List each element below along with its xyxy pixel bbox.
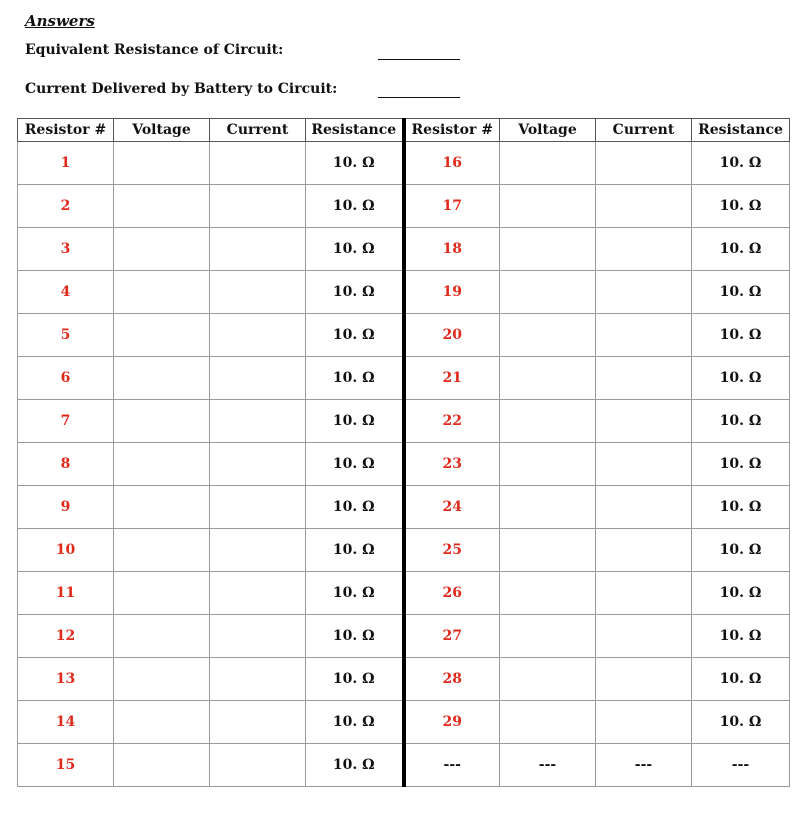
voltage-cell-left[interactable] (114, 185, 210, 228)
resistor-number-right: 19 (404, 271, 500, 314)
voltage-cell-right[interactable] (500, 615, 596, 658)
battery-current-blank[interactable] (378, 97, 460, 98)
resistance-cell-right: --- (692, 744, 790, 787)
resistor-number-left: 7 (18, 400, 114, 443)
column-header-current-left: Current (210, 119, 306, 142)
voltage-cell-left[interactable] (114, 357, 210, 400)
current-cell-right[interactable] (596, 142, 692, 185)
voltage-cell-left[interactable] (114, 228, 210, 271)
current-cell-right[interactable] (596, 228, 692, 271)
column-header-resistor-right: Resistor # (404, 119, 500, 142)
voltage-cell-right[interactable] (500, 443, 596, 486)
resistor-number-right: 29 (404, 701, 500, 744)
table-row (18, 744, 790, 787)
resistor-number-right: 17 (404, 185, 500, 228)
current-cell-left[interactable] (210, 658, 306, 701)
answers-heading: Answers (25, 12, 95, 30)
voltage-cell-left[interactable] (114, 701, 210, 744)
current-cell-left[interactable] (210, 529, 306, 572)
current-cell-right[interactable] (596, 486, 692, 529)
resistor-number-right: 25 (404, 529, 500, 572)
voltage-cell-right[interactable] (500, 400, 596, 443)
current-cell-right[interactable] (596, 701, 692, 744)
table-row (18, 142, 790, 185)
voltage-cell-left[interactable] (114, 572, 210, 615)
battery-current-label: Current Delivered by Battery to Circuit: (25, 81, 338, 97)
current-cell-left[interactable] (210, 185, 306, 228)
current-cell-right[interactable] (596, 529, 692, 572)
table-row (18, 572, 790, 615)
column-header-current-right: Current (596, 119, 692, 142)
resistor-number-left: 4 (18, 271, 114, 314)
equivalent-resistance-blank[interactable] (378, 59, 460, 60)
current-cell-left[interactable] (210, 744, 306, 787)
resistor-number-left: 11 (18, 572, 114, 615)
table-row (18, 271, 790, 314)
resistor-number-left: 8 (18, 443, 114, 486)
resistance-cell-left: 10. Ω (306, 443, 404, 486)
column-header-resistance-left: Resistance (306, 119, 404, 142)
resistor-number-left: 2 (18, 185, 114, 228)
resistance-cell-right: 10. Ω (692, 357, 790, 400)
table-header-row (18, 119, 790, 142)
table-row (18, 228, 790, 271)
table-row (18, 529, 790, 572)
resistance-cell-left: 10. Ω (306, 615, 404, 658)
table-row (18, 185, 790, 228)
voltage-cell-left[interactable] (114, 271, 210, 314)
resistor-number-right: 22 (404, 400, 500, 443)
resistance-cell-left: 10. Ω (306, 185, 404, 228)
current-cell-left[interactable] (210, 228, 306, 271)
current-cell-right[interactable] (596, 271, 692, 314)
table-row (18, 701, 790, 744)
resistor-number-left: 14 (18, 701, 114, 744)
column-header-resistance-right: Resistance (692, 119, 790, 142)
resistor-number-right: 18 (404, 228, 500, 271)
current-cell-left[interactable] (210, 443, 306, 486)
table-row (18, 400, 790, 443)
table-row (18, 357, 790, 400)
voltage-cell-left[interactable] (114, 486, 210, 529)
voltage-cell-right[interactable] (500, 271, 596, 314)
table-row (18, 486, 790, 529)
current-cell-left[interactable] (210, 615, 306, 658)
current-cell-left[interactable] (210, 486, 306, 529)
voltage-cell-left[interactable] (114, 658, 210, 701)
column-header-resistor-left: Resistor # (18, 119, 114, 142)
current-cell-left[interactable] (210, 314, 306, 357)
resistor-number-left: 3 (18, 228, 114, 271)
resistor-table (17, 118, 790, 787)
current-cell-right[interactable] (596, 658, 692, 701)
current-cell-right[interactable]: --- (596, 744, 692, 787)
resistor-number-left: 12 (18, 615, 114, 658)
resistance-cell-right: 10. Ω (692, 572, 790, 615)
current-cell-left[interactable] (210, 142, 306, 185)
resistance-cell-right: 10. Ω (692, 314, 790, 357)
resistor-number-right: 16 (404, 142, 500, 185)
current-cell-right[interactable] (596, 615, 692, 658)
resistor-number-left: 9 (18, 486, 114, 529)
voltage-cell-left[interactable] (114, 443, 210, 486)
current-cell-right[interactable] (596, 443, 692, 486)
resistance-cell-right: 10. Ω (692, 443, 790, 486)
resistance-cell-right: 10. Ω (692, 486, 790, 529)
current-cell-left[interactable] (210, 400, 306, 443)
resistance-cell-left: 10. Ω (306, 744, 404, 787)
voltage-cell-right[interactable] (500, 228, 596, 271)
current-cell-right[interactable] (596, 185, 692, 228)
table-row (18, 615, 790, 658)
current-cell-right[interactable] (596, 572, 692, 615)
voltage-cell-left[interactable] (114, 142, 210, 185)
resistance-cell-right: 10. Ω (692, 142, 790, 185)
voltage-cell-right[interactable] (500, 529, 596, 572)
resistance-cell-left: 10. Ω (306, 658, 404, 701)
resistance-cell-left: 10. Ω (306, 357, 404, 400)
current-cell-left[interactable] (210, 357, 306, 400)
current-cell-right[interactable] (596, 400, 692, 443)
resistance-cell-left: 10. Ω (306, 572, 404, 615)
resistance-cell-left: 10. Ω (306, 271, 404, 314)
voltage-cell-right[interactable]: --- (500, 744, 596, 787)
table-row (18, 314, 790, 357)
voltage-cell-right[interactable] (500, 314, 596, 357)
column-header-voltage-left: Voltage (114, 119, 210, 142)
resistor-number-left: 13 (18, 658, 114, 701)
voltage-cell-left[interactable] (114, 744, 210, 787)
resistor-number-right: --- (404, 744, 500, 787)
resistor-number-left: 6 (18, 357, 114, 400)
equivalent-resistance-label: Equivalent Resistance of Circuit: (25, 42, 284, 58)
voltage-cell-right[interactable] (500, 142, 596, 185)
voltage-cell-right[interactable] (500, 572, 596, 615)
current-cell-right[interactable] (596, 357, 692, 400)
resistor-number-right: 28 (404, 658, 500, 701)
resistance-cell-right: 10. Ω (692, 658, 790, 701)
voltage-cell-right[interactable] (500, 185, 596, 228)
voltage-cell-right[interactable] (500, 486, 596, 529)
voltage-cell-left[interactable] (114, 314, 210, 357)
current-cell-right[interactable] (596, 314, 692, 357)
resistance-cell-left: 10. Ω (306, 228, 404, 271)
resistance-cell-right: 10. Ω (692, 701, 790, 744)
voltage-cell-left[interactable] (114, 400, 210, 443)
resistor-number-right: 20 (404, 314, 500, 357)
table-row (18, 443, 790, 486)
voltage-cell-left[interactable] (114, 529, 210, 572)
voltage-cell-right[interactable] (500, 357, 596, 400)
resistance-cell-right: 10. Ω (692, 400, 790, 443)
resistance-cell-left: 10. Ω (306, 701, 404, 744)
resistor-number-left: 15 (18, 744, 114, 787)
voltage-cell-right[interactable] (500, 658, 596, 701)
resistor-number-right: 24 (404, 486, 500, 529)
resistance-cell-right: 10. Ω (692, 615, 790, 658)
resistance-cell-right: 10. Ω (692, 529, 790, 572)
resistance-cell-right: 10. Ω (692, 185, 790, 228)
resistance-cell-left: 10. Ω (306, 529, 404, 572)
current-cell-left[interactable] (210, 701, 306, 744)
current-cell-left[interactable] (210, 572, 306, 615)
resistance-cell-left: 10. Ω (306, 486, 404, 529)
resistor-number-left: 10 (18, 529, 114, 572)
resistor-number-left: 5 (18, 314, 114, 357)
current-cell-left[interactable] (210, 271, 306, 314)
column-header-voltage-right: Voltage (500, 119, 596, 142)
resistance-cell-right: 10. Ω (692, 271, 790, 314)
resistor-number-right: 23 (404, 443, 500, 486)
resistance-cell-left: 10. Ω (306, 400, 404, 443)
resistance-cell-left: 10. Ω (306, 314, 404, 357)
resistor-number-right: 27 (404, 615, 500, 658)
voltage-cell-right[interactable] (500, 701, 596, 744)
resistor-number-right: 21 (404, 357, 500, 400)
resistor-number-left: 1 (18, 142, 114, 185)
resistance-cell-right: 10. Ω (692, 228, 790, 271)
resistor-number-right: 26 (404, 572, 500, 615)
table-row (18, 658, 790, 701)
resistance-cell-left: 10. Ω (306, 142, 404, 185)
voltage-cell-left[interactable] (114, 615, 210, 658)
